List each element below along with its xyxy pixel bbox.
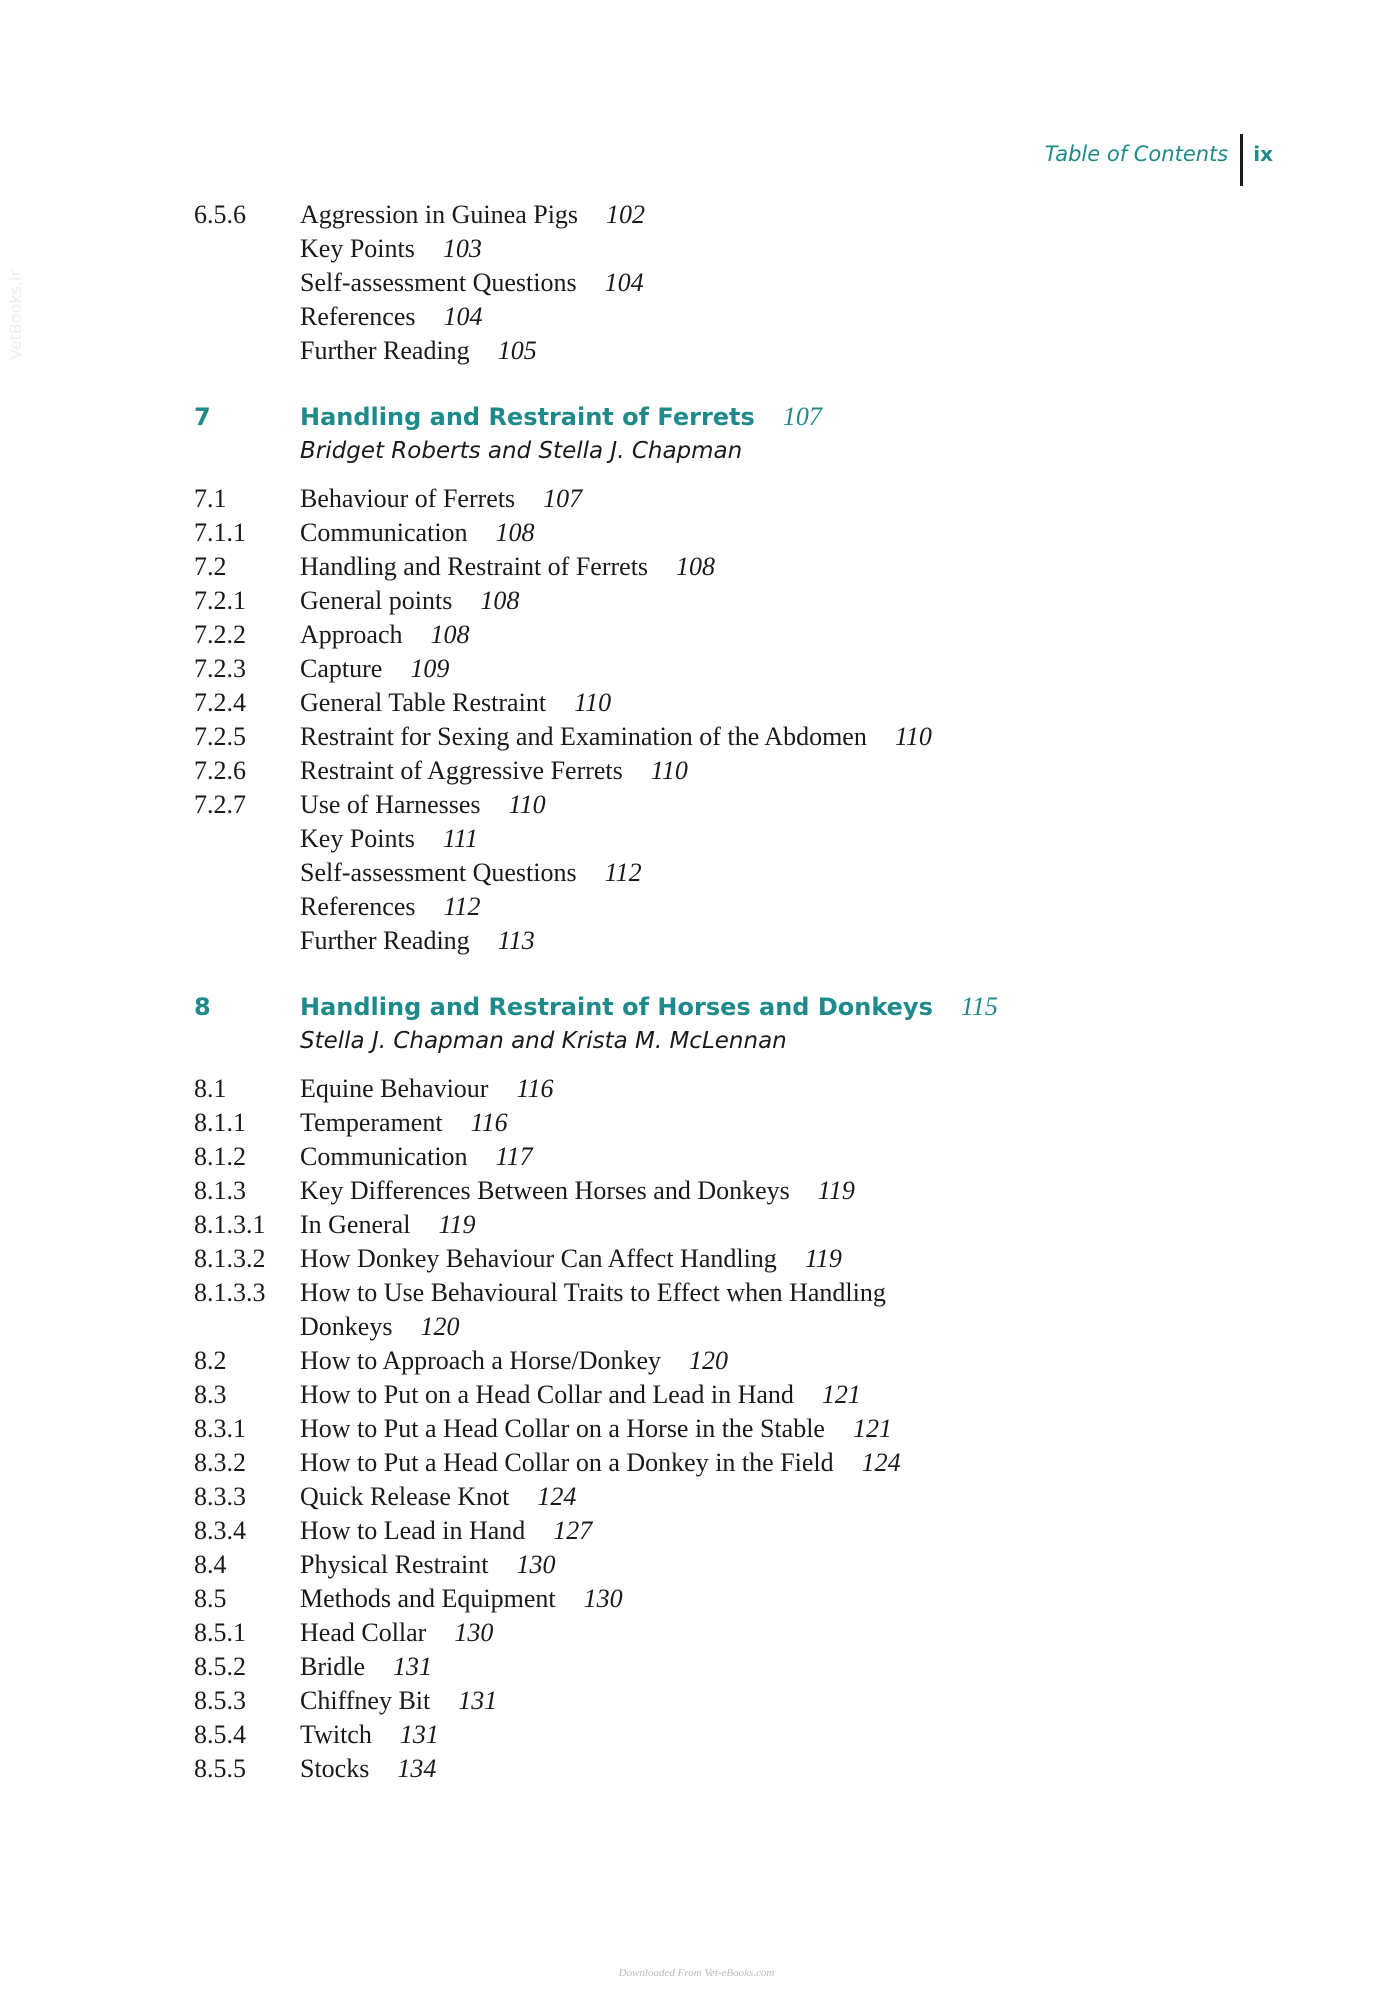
entry-number (194, 924, 300, 958)
entry-title (300, 1140, 1244, 1174)
entry-title (300, 754, 1244, 788)
entry-number: 8.1.1 (194, 1108, 246, 1137)
entry-number (194, 890, 300, 924)
entry-page: 121 (852, 1414, 892, 1443)
entry-number: 8.1.2 (194, 1142, 246, 1171)
entry-title (300, 890, 1244, 924)
toc-entry[interactable] (194, 856, 1244, 890)
entry-title-text: Chiffney Bit (300, 1686, 431, 1715)
entry-title-text: Capture (300, 654, 383, 683)
toc-entry[interactable] (194, 482, 1244, 516)
entry-number: 8.3.2 (194, 1448, 246, 1477)
entry-title-text: Approach (300, 620, 403, 649)
entry-title (300, 1242, 1244, 1276)
entry-page: 119 (817, 1176, 855, 1205)
entry-title-text: Further Reading (300, 926, 470, 955)
toc-entry[interactable] (194, 1412, 1244, 1446)
entry-title-text: How to Lead in Hand (300, 1516, 526, 1545)
toc-entry[interactable] (194, 550, 1244, 584)
entry-page: 111 (442, 824, 478, 853)
entry-number: 8.5 (194, 1584, 227, 1613)
entry-title-text: How to Use Behavioural Traits to Effect when Handling Donkeys (300, 1278, 886, 1341)
chapter-authors: Bridget Roberts and Stella J. Chapman (300, 438, 743, 464)
entry-title (300, 1582, 1244, 1616)
entry-title-text: Key Points (300, 234, 415, 263)
entry-page: 120 (420, 1312, 460, 1341)
entry-title-text: References (300, 302, 416, 331)
entry-number: 8.3.3 (194, 1482, 246, 1511)
entry-title (300, 1174, 1244, 1208)
toc-entry[interactable] (194, 788, 1244, 822)
entry-title-text: General points (300, 586, 453, 615)
entry-page: 113 (497, 926, 535, 955)
entry-title (300, 686, 1244, 720)
toc-entry[interactable] (194, 720, 1244, 754)
entry-title-text: Head Collar (300, 1618, 427, 1647)
entry-title (300, 1412, 1244, 1446)
chapter-page: 115 (960, 992, 998, 1021)
entry-number: 7.2.4 (194, 688, 246, 717)
toc-entry[interactable] (194, 584, 1244, 618)
entry-title-text: Communication (300, 518, 468, 547)
toc-entry[interactable] (194, 1208, 1244, 1242)
toc-entry[interactable] (194, 516, 1244, 550)
chapter-authors: Stella J. Chapman and Krista M. McLennan (300, 1028, 787, 1054)
page-number: ix (1253, 142, 1273, 166)
entry-title-text: Aggression in Guinea Pigs (300, 200, 579, 229)
toc-entry[interactable] (194, 266, 1244, 300)
entry-title (300, 1446, 1244, 1480)
toc-entry[interactable] (194, 232, 1244, 266)
toc-entry[interactable] (194, 1616, 1244, 1650)
chapter-page: 107 (782, 402, 822, 431)
entry-page: 124 (861, 1448, 901, 1477)
entry-number: 8.5.5 (194, 1754, 246, 1783)
entry-title (300, 1276, 1244, 1344)
chapter-title-text: Handling and Restraint of Ferrets (300, 403, 755, 431)
toc-entry[interactable] (194, 1072, 1244, 1106)
chapter-title (300, 400, 1244, 434)
entry-title (300, 1718, 1244, 1752)
entry-number (194, 300, 300, 334)
entry-title (300, 1344, 1244, 1378)
running-header (1045, 134, 1273, 186)
entry-page: 104 (604, 268, 644, 297)
entry-title (300, 334, 1244, 368)
entry-title (300, 788, 1244, 822)
entry-number (194, 822, 300, 856)
chapter-number: 7 (194, 403, 211, 431)
entry-title (300, 198, 1244, 232)
entry-title (300, 1616, 1244, 1650)
toc-entry[interactable] (194, 198, 1244, 232)
entry-page: 110 (574, 688, 612, 717)
entry-title-text: Quick Release Knot (300, 1482, 510, 1511)
toc-entry[interactable] (194, 1718, 1244, 1752)
toc-entry[interactable] (194, 618, 1244, 652)
entry-page: 112 (443, 892, 481, 921)
entry-title-text: Physical Restraint (300, 1550, 489, 1579)
entry-title-text: Bridle (300, 1652, 365, 1681)
entry-title-text: In General (300, 1210, 411, 1239)
entry-page: 119 (804, 1244, 842, 1273)
toc-entry[interactable] (194, 1548, 1244, 1582)
watermark: VetBooks.ir (6, 269, 25, 360)
entry-page: 131 (399, 1720, 439, 1749)
entry-number: 8.3.1 (194, 1414, 246, 1443)
entry-title (300, 1684, 1244, 1718)
footer-note: Downloaded From Vet-eBooks.com (618, 1967, 775, 1979)
toc-entry[interactable] (194, 1174, 1244, 1208)
entry-title-text: Temperament (300, 1108, 443, 1137)
entry-number: 8.1.3.3 (194, 1278, 266, 1307)
entry-page: 110 (650, 756, 688, 785)
entry-page: 109 (410, 654, 450, 683)
toc-entry[interactable] (194, 1480, 1244, 1514)
toc-entry[interactable] (194, 334, 1244, 368)
header-rule (1240, 134, 1243, 186)
entry-page: 130 (516, 1550, 556, 1579)
entry-title (300, 1514, 1244, 1548)
entry-title-text: How to Put a Head Collar on a Horse in the Stable (300, 1414, 825, 1443)
toc-entry[interactable] (194, 1514, 1244, 1548)
entry-page: 108 (676, 552, 716, 581)
entry-page: 130 (454, 1618, 494, 1647)
entry-title-text: Key Points (300, 824, 415, 853)
chapter-number: 8 (194, 993, 211, 1021)
entry-title (300, 550, 1244, 584)
entry-title-text: Restraint of Aggressive Ferrets (300, 756, 623, 785)
entry-number: 7.1 (194, 484, 227, 513)
entry-title-text: How Donkey Behaviour Can Affect Handling (300, 1244, 777, 1273)
entry-number: 8.5.2 (194, 1652, 246, 1681)
entry-page: 117 (495, 1142, 533, 1171)
entry-page: 107 (543, 484, 583, 513)
chapter-heading[interactable] (194, 990, 1244, 1024)
entry-number: 7.2.5 (194, 722, 246, 751)
entry-page: 112 (604, 858, 642, 887)
entry-number: 7.2.7 (194, 790, 246, 819)
entry-page: 124 (537, 1482, 577, 1511)
entry-title-text: How to Approach a Horse/Donkey (300, 1346, 662, 1375)
entry-title (300, 516, 1244, 550)
entry-number: 8.1.3.1 (194, 1210, 266, 1239)
entry-number: 8.1 (194, 1074, 227, 1103)
entry-page: 103 (442, 234, 482, 263)
entry-number: 8.4 (194, 1550, 227, 1579)
toc-entry[interactable] (194, 1650, 1244, 1684)
entry-page: 105 (497, 336, 537, 365)
toc-entry[interactable] (194, 1582, 1244, 1616)
entry-number: 7.2.3 (194, 654, 246, 683)
entry-page: 131 (393, 1652, 432, 1681)
toc-entry[interactable] (194, 1106, 1244, 1140)
entry-title-text: Methods and Equipment (300, 1584, 556, 1613)
toc-entry[interactable] (194, 822, 1244, 856)
toc-entry[interactable] (194, 1344, 1244, 1378)
entry-title (300, 856, 1244, 890)
entry-page: 116 (516, 1074, 554, 1103)
entry-title (300, 822, 1244, 856)
toc-entry[interactable] (194, 300, 1244, 334)
chapter-title-text: Handling and Restraint of Horses and Donkeys (300, 993, 933, 1021)
entry-number: 8.5.3 (194, 1686, 246, 1715)
entry-title (300, 266, 1244, 300)
toc-entry[interactable] (194, 652, 1244, 686)
entry-title (300, 1480, 1244, 1514)
entry-title (300, 618, 1244, 652)
entry-title-text: General Table Restraint (300, 688, 547, 717)
entry-number: 8.5.4 (194, 1720, 246, 1749)
entry-page: 108 (495, 518, 535, 547)
entry-number (194, 334, 300, 368)
entry-number: 6.5.6 (194, 200, 246, 229)
entry-title-text: How to Put a Head Collar on a Donkey in the Field (300, 1448, 834, 1477)
entry-number: 8.3 (194, 1380, 227, 1409)
toc-entry[interactable] (194, 1446, 1244, 1480)
entry-page: 121 (821, 1380, 861, 1409)
toc-entry[interactable] (194, 924, 1244, 958)
entry-number: 7.2.6 (194, 756, 246, 785)
toc-entry[interactable] (194, 1684, 1244, 1718)
header-title: Table of Contents (1044, 142, 1229, 166)
toc-entry[interactable] (194, 1276, 1244, 1344)
entry-page: 110 (894, 722, 932, 751)
entry-page: 134 (397, 1754, 437, 1783)
entry-title (300, 584, 1244, 618)
toc-entry[interactable] (194, 890, 1244, 924)
entry-title (300, 1072, 1244, 1106)
entry-title (300, 482, 1244, 516)
entry-number: 8.2 (194, 1346, 227, 1375)
entry-page: 127 (553, 1516, 593, 1545)
toc-entry[interactable] (194, 1378, 1244, 1412)
entry-page: 108 (480, 586, 520, 615)
entry-page: 130 (583, 1584, 623, 1613)
entry-number: 7.2.1 (194, 586, 246, 615)
entry-number: 7.1.1 (194, 518, 246, 547)
entry-title-text: How to Put on a Head Collar and Lead in Hand (300, 1380, 794, 1409)
entry-title (300, 1208, 1244, 1242)
entry-title (300, 1650, 1244, 1684)
entry-number (194, 856, 300, 890)
entry-title-text: References (300, 892, 416, 921)
entry-title-text: Self-assessment Questions (300, 268, 577, 297)
entry-number: 8.1.3 (194, 1176, 246, 1205)
entry-title-text: Twitch (300, 1720, 372, 1749)
entry-number: 8.1.3.2 (194, 1244, 266, 1273)
entry-title-text: Further Reading (300, 336, 470, 365)
entry-page: 119 (438, 1210, 476, 1239)
entry-title (300, 300, 1244, 334)
entry-title-text: Communication (300, 1142, 468, 1171)
toc-entry[interactable] (194, 1752, 1244, 1786)
entry-number: 7.2 (194, 552, 227, 581)
chapter-heading[interactable] (194, 400, 1244, 434)
entry-title-text: Behaviour of Ferrets (300, 484, 516, 513)
toc-entry[interactable] (194, 1242, 1244, 1276)
toc-entry[interactable] (194, 1140, 1244, 1174)
entry-title (300, 1752, 1244, 1786)
entry-page: 102 (606, 200, 646, 229)
entry-number: 7.2.2 (194, 620, 246, 649)
toc-entry[interactable] (194, 754, 1244, 788)
entry-title-text: Key Differences Between Horses and Donkeys (300, 1176, 790, 1205)
entry-title (300, 1548, 1244, 1582)
entry-title (300, 720, 1244, 754)
chapter-title (300, 990, 1244, 1024)
entry-number: 8.3.4 (194, 1516, 246, 1545)
table-of-contents (194, 198, 1244, 1786)
entry-title (300, 924, 1244, 958)
entry-title-text: Equine Behaviour (300, 1074, 489, 1103)
entry-title-text: Stocks (300, 1754, 370, 1783)
entry-title-text: Self-assessment Questions (300, 858, 577, 887)
entry-page: 131 (458, 1686, 498, 1715)
entry-number: 8.5.1 (194, 1618, 246, 1647)
entry-title-text: Handling and Restraint of Ferrets (300, 552, 649, 581)
entry-page: 108 (430, 620, 470, 649)
entry-page: 104 (443, 302, 483, 331)
entry-page: 120 (689, 1346, 729, 1375)
entry-title (300, 1378, 1244, 1412)
entry-title-text: Use of Harnesses (300, 790, 481, 819)
entry-number (194, 232, 300, 266)
entry-title (300, 652, 1244, 686)
entry-page: 110 (508, 790, 546, 819)
toc-entry[interactable] (194, 686, 1244, 720)
entry-title-text: Restraint for Sexing and Examination of the Abdomen (300, 722, 867, 751)
entry-number (194, 266, 300, 300)
entry-page: 116 (470, 1108, 508, 1137)
entry-title (300, 232, 1244, 266)
entry-title (300, 1106, 1244, 1140)
